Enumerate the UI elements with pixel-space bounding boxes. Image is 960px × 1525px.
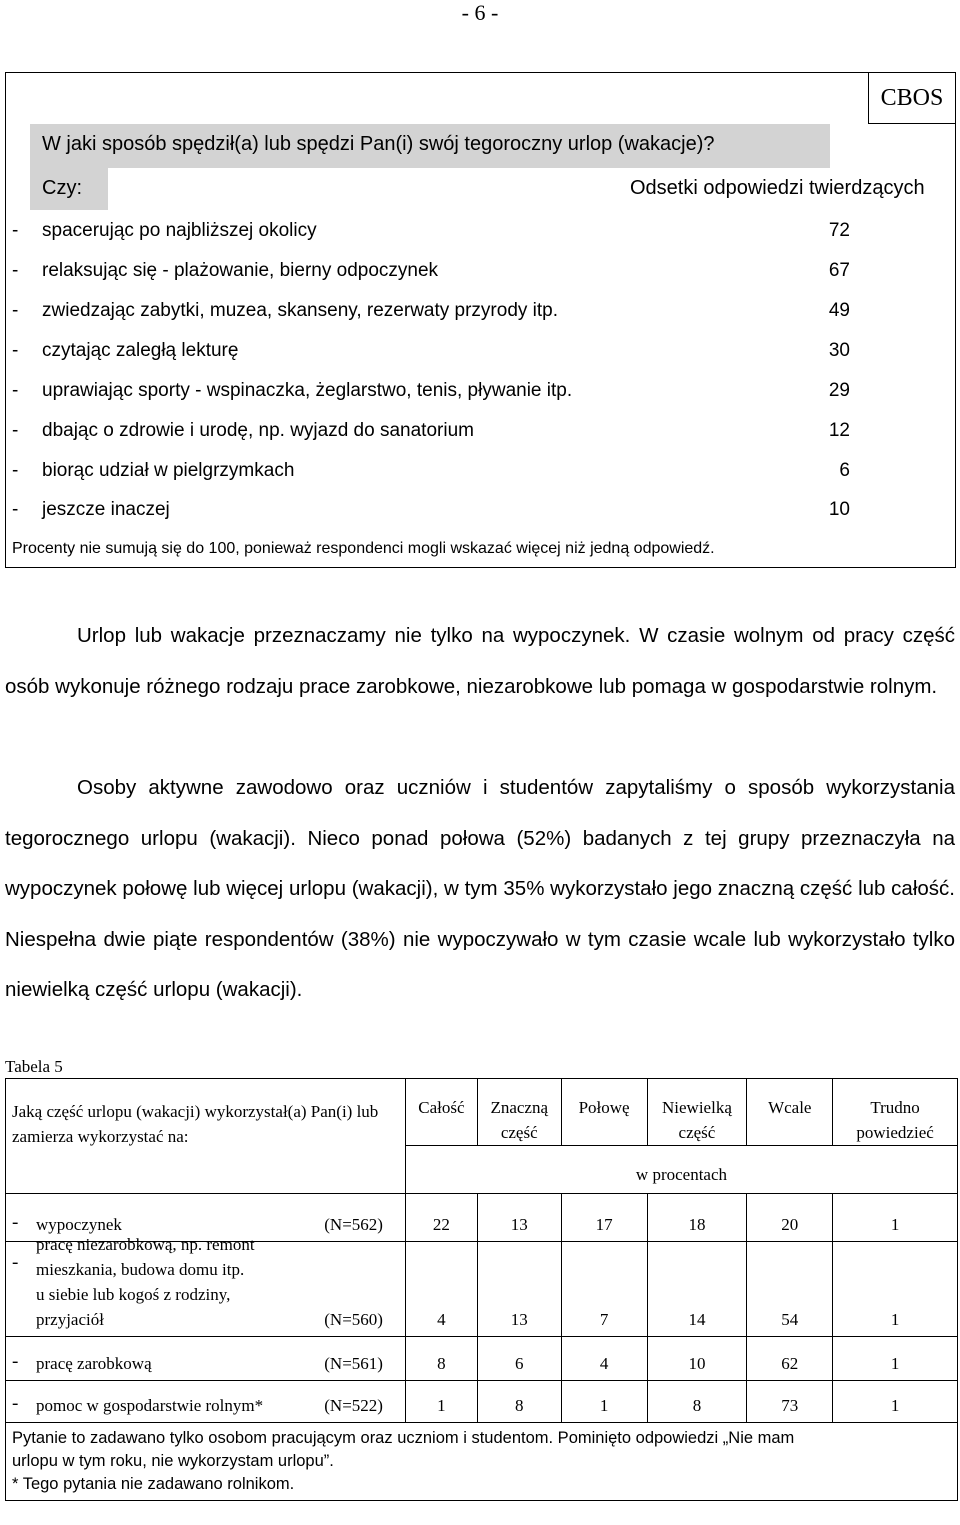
row-value: 17 <box>561 1194 647 1242</box>
item-text: biorąc udział w pielgrzymkach <box>42 460 295 481</box>
row-n: (N=561) <box>324 1354 383 1373</box>
table-row <box>6 1337 958 1381</box>
czy-label: Czy: <box>42 177 82 199</box>
table-row <box>6 1242 958 1337</box>
item-dash: - <box>12 300 19 321</box>
item-text: jeszcze inaczej <box>42 499 170 520</box>
row-value: 62 <box>747 1337 833 1381</box>
row-label-line: u siebie lub kogoś z rodziny, <box>36 1285 231 1304</box>
col-header: Wcale <box>747 1079 833 1146</box>
item-dash: - <box>12 420 19 441</box>
row-value: 1 <box>833 1242 958 1337</box>
item-value: 10 <box>828 499 850 520</box>
row-value: 7 <box>561 1242 647 1337</box>
row-value: 1 <box>561 1381 647 1423</box>
item-dash: - <box>12 460 19 481</box>
row-value: 13 <box>477 1194 561 1242</box>
row-dash: - <box>12 1252 19 1273</box>
item-value: 30 <box>828 340 850 361</box>
item-value: 72 <box>828 220 850 241</box>
row-label-line: mieszkania, budowa domu itp. <box>36 1260 245 1279</box>
page-number: - 6 - <box>461 0 499 25</box>
table-5 <box>5 1078 958 1501</box>
table-footnote <box>6 1423 958 1501</box>
row-value: 22 <box>405 1194 477 1242</box>
row-value: 8 <box>477 1381 561 1423</box>
col-header: Całość <box>405 1079 477 1146</box>
col-header: Połowę <box>561 1079 647 1146</box>
item-dash: - <box>12 220 19 241</box>
row-label-line: pracę niezarobkową, np. remont <box>36 1235 255 1254</box>
row-n: (N=560) <box>324 1310 383 1329</box>
item-value: 67 <box>828 260 850 281</box>
footnote-line: urlopu w tym roku, nie wykorzystam urlopu”. <box>12 1452 334 1470</box>
row-value: 14 <box>647 1242 747 1337</box>
row-value: 10 <box>647 1337 747 1381</box>
item-value: 29 <box>828 380 850 401</box>
row-value: 73 <box>747 1381 833 1423</box>
row-dash: - <box>12 1351 19 1372</box>
survey-note: Procenty nie sumują się do 100, ponieważ respondenci mogli wskazać więcej niż jedną odpowiedź. <box>12 540 715 557</box>
row-n: (N=562) <box>324 1215 383 1234</box>
row-label-line: przyjaciół <box>36 1310 104 1329</box>
item-dash: - <box>12 499 19 520</box>
row-dash: - <box>12 1212 19 1233</box>
col-header: Trudno powiedzieć <box>833 1079 958 1146</box>
paragraph-2: Osoby aktywne zawodowo oraz uczniów i studentów zapytaliśmy o sposób wykorzystania tegorocznego urlopu (wakacji). Nieco ponad połowa (52%) badanych z tej grupy przeznaczyła na wypoczynek połowę lub więcej urlopu (wakacji), w tym 35% wykorzystało jego znaczną część lub całość. Niespełna dwie piąte respondentów (38%) nie wypoczywało w tym czasie wcale lub wykorzystało tylko niewielką część urlopu (wakacji). <box>5 776 955 1001</box>
item-dash: - <box>12 340 19 361</box>
row-value: 18 <box>647 1194 747 1242</box>
cbos-logo: CBOS <box>868 72 956 124</box>
item-value: 49 <box>828 300 850 321</box>
row-label-cell <box>6 1337 406 1381</box>
column-header: Odsetki odpowiedzi twierdzących <box>630 177 925 199</box>
row-label-line: pomoc w gospodarstwie rolnym* <box>36 1396 264 1415</box>
item-text: zwiedzając zabytki, muzea, skanseny, rezerwaty przyrody itp. <box>42 300 559 321</box>
footnote-line: Pytanie to zadawano tylko osobom pracującym oraz uczniom i studentom. Pominięto odpowiedzi „Nie mam <box>12 1429 795 1447</box>
row-value: 8 <box>405 1337 477 1381</box>
footnote-line: * Tego pytania nie zadawano rolnikom. <box>12 1475 295 1493</box>
table-row <box>6 1381 958 1423</box>
item-text: relaksując się - plażowanie, bierny odpoczynek <box>42 260 439 281</box>
row-dash: - <box>12 1393 19 1414</box>
item-dash: - <box>12 380 19 401</box>
row-value: 1 <box>833 1194 958 1242</box>
row-value: 20 <box>747 1194 833 1242</box>
row-value: 4 <box>561 1337 647 1381</box>
survey-question: W jaki sposób spędził(a) lub spędzi Pan(i) swój tegoroczny urlop (wakacje)? <box>42 133 715 155</box>
row-value: 1 <box>405 1381 477 1423</box>
row-value: 13 <box>477 1242 561 1337</box>
row-label-line: pracę zarobkową <box>36 1354 152 1373</box>
row-label-line: wypoczynek <box>36 1215 122 1234</box>
row-value: 54 <box>747 1242 833 1337</box>
unit-label: w procentach <box>405 1146 957 1194</box>
table-question-cell <box>6 1079 406 1194</box>
row-value: 1 <box>833 1337 958 1381</box>
item-value: 12 <box>828 420 850 441</box>
table-label: Tabela 5 <box>5 1057 63 1076</box>
row-n: (N=522) <box>324 1396 383 1415</box>
row-label-cell <box>6 1381 406 1423</box>
col-header: Znaczną część <box>477 1079 561 1146</box>
col-header: Niewielką część <box>647 1079 747 1146</box>
item-text: uprawiając sporty - wspinaczka, żeglarstwo, tenis, pływanie itp. <box>42 380 573 401</box>
item-value: 6 <box>839 460 850 481</box>
row-label-cell <box>6 1235 406 1337</box>
row-value: 1 <box>833 1381 958 1423</box>
item-text: dbając o zdrowie i urodę, np. wyjazd do sanatorium <box>42 420 474 441</box>
row-value: 8 <box>647 1381 747 1423</box>
item-dash: - <box>12 260 19 281</box>
row-value: 4 <box>405 1242 477 1337</box>
row-value: 6 <box>477 1337 561 1381</box>
item-text: spacerując po najbliższej okolicy <box>42 220 317 241</box>
paragraph-1: Urlop lub wakacje przeznaczamy nie tylko na wypoczynek. W czasie wolnym od pracy część osób wykonuje różnego rodzaju prace zarobkowe, niezarobkowe lub pomaga w gospodarstwie rolnym. <box>5 624 955 698</box>
item-text: czytając zaległą lekturę <box>42 340 239 361</box>
table-question: Jaką część urlopu (wakacji) wykorzystał(a) Pan(i) lub zamierza wykorzystać na: <box>12 1102 379 1146</box>
